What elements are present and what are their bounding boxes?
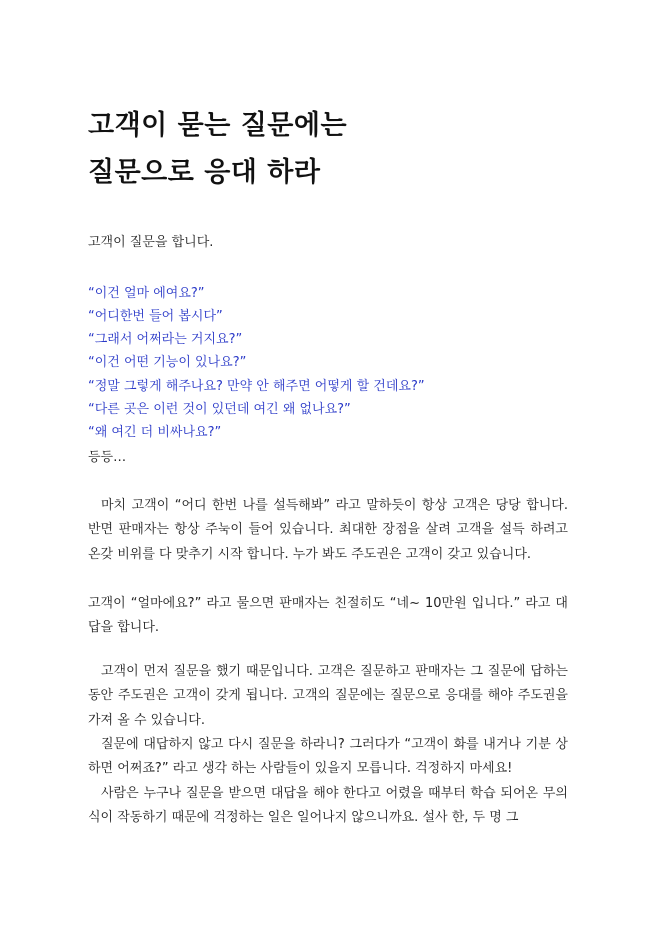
paragraph: 마치 고객이 “어디 한번 나를 설득해봐” 라고 말하듯이 항상 고객은 당당 합니다. 반면 판매자는 항상 주눅이 들어 있습니다. 최대한 장점을 살려 고객을 설득 하려고 온갖 비위를 다 맞추기 시작 합니다. 누가 봐도 주도권은 고객이 갖고 있습니다. bbox=[88, 498, 568, 562]
question-line: “이건 어떤 기능이 있나요?” bbox=[88, 355, 247, 370]
question-line: “그래서 어쩌라는 거지요?” bbox=[88, 332, 243, 347]
question-line: “다른 곳은 이런 것이 있던데 여긴 왜 없나요?” bbox=[88, 402, 351, 417]
document-title bbox=[88, 102, 568, 196]
paragraph: 사람은 누구나 질문을 받으면 대답을 해야 한다고 어렸을 때부터 학습 되어온 무의식이 작동하기 때문에 걱정하는 일은 일어나지 않으니까요. 설사 한, 두 명 그 bbox=[88, 786, 568, 826]
question-line: “이건 얼마 에여요?” bbox=[88, 286, 205, 301]
intro-text: 고객이 질문을 합니다. bbox=[88, 235, 214, 250]
paragraph: 질문에 대답하지 않고 다시 질문을 하라니? 그러다가 “고객이 화를 내거나 기분 상하면 어쩌죠?” 라고 생각 하는 사람들이 있을지 모릅니다. 걱정하지 마세요! bbox=[88, 737, 568, 777]
title-line-1: 고객이 묻는 질문에는 bbox=[88, 110, 348, 141]
question-line: “왜 여긴 더 비싸나요?” bbox=[88, 425, 222, 440]
etc-text: 등등… bbox=[88, 450, 127, 465]
question-line: “정말 그렇게 해주나요? 만약 안 해주면 어떻게 할 건데요?” bbox=[88, 379, 425, 394]
paragraph: 고객이 먼저 질문을 했기 때문입니다. 고객은 질문하고 판매자는 그 질문에 답하는 동안 주도권은 고객이 갖게 됩니다. 고객의 질문에는 질문으로 응대를 해야 주도권을 가져 올 수 있습니다. bbox=[88, 664, 568, 728]
question-line: “어디한번 들어 봅시다” bbox=[88, 309, 223, 324]
title-line-2: 질문으로 응대 하라 bbox=[88, 157, 321, 188]
paragraph: 고객이 “얼마에요?” 라고 물으면 판매자는 친절히도 “네~ 10만원 입니다.” 라고 대답을 합니다. bbox=[88, 596, 568, 636]
